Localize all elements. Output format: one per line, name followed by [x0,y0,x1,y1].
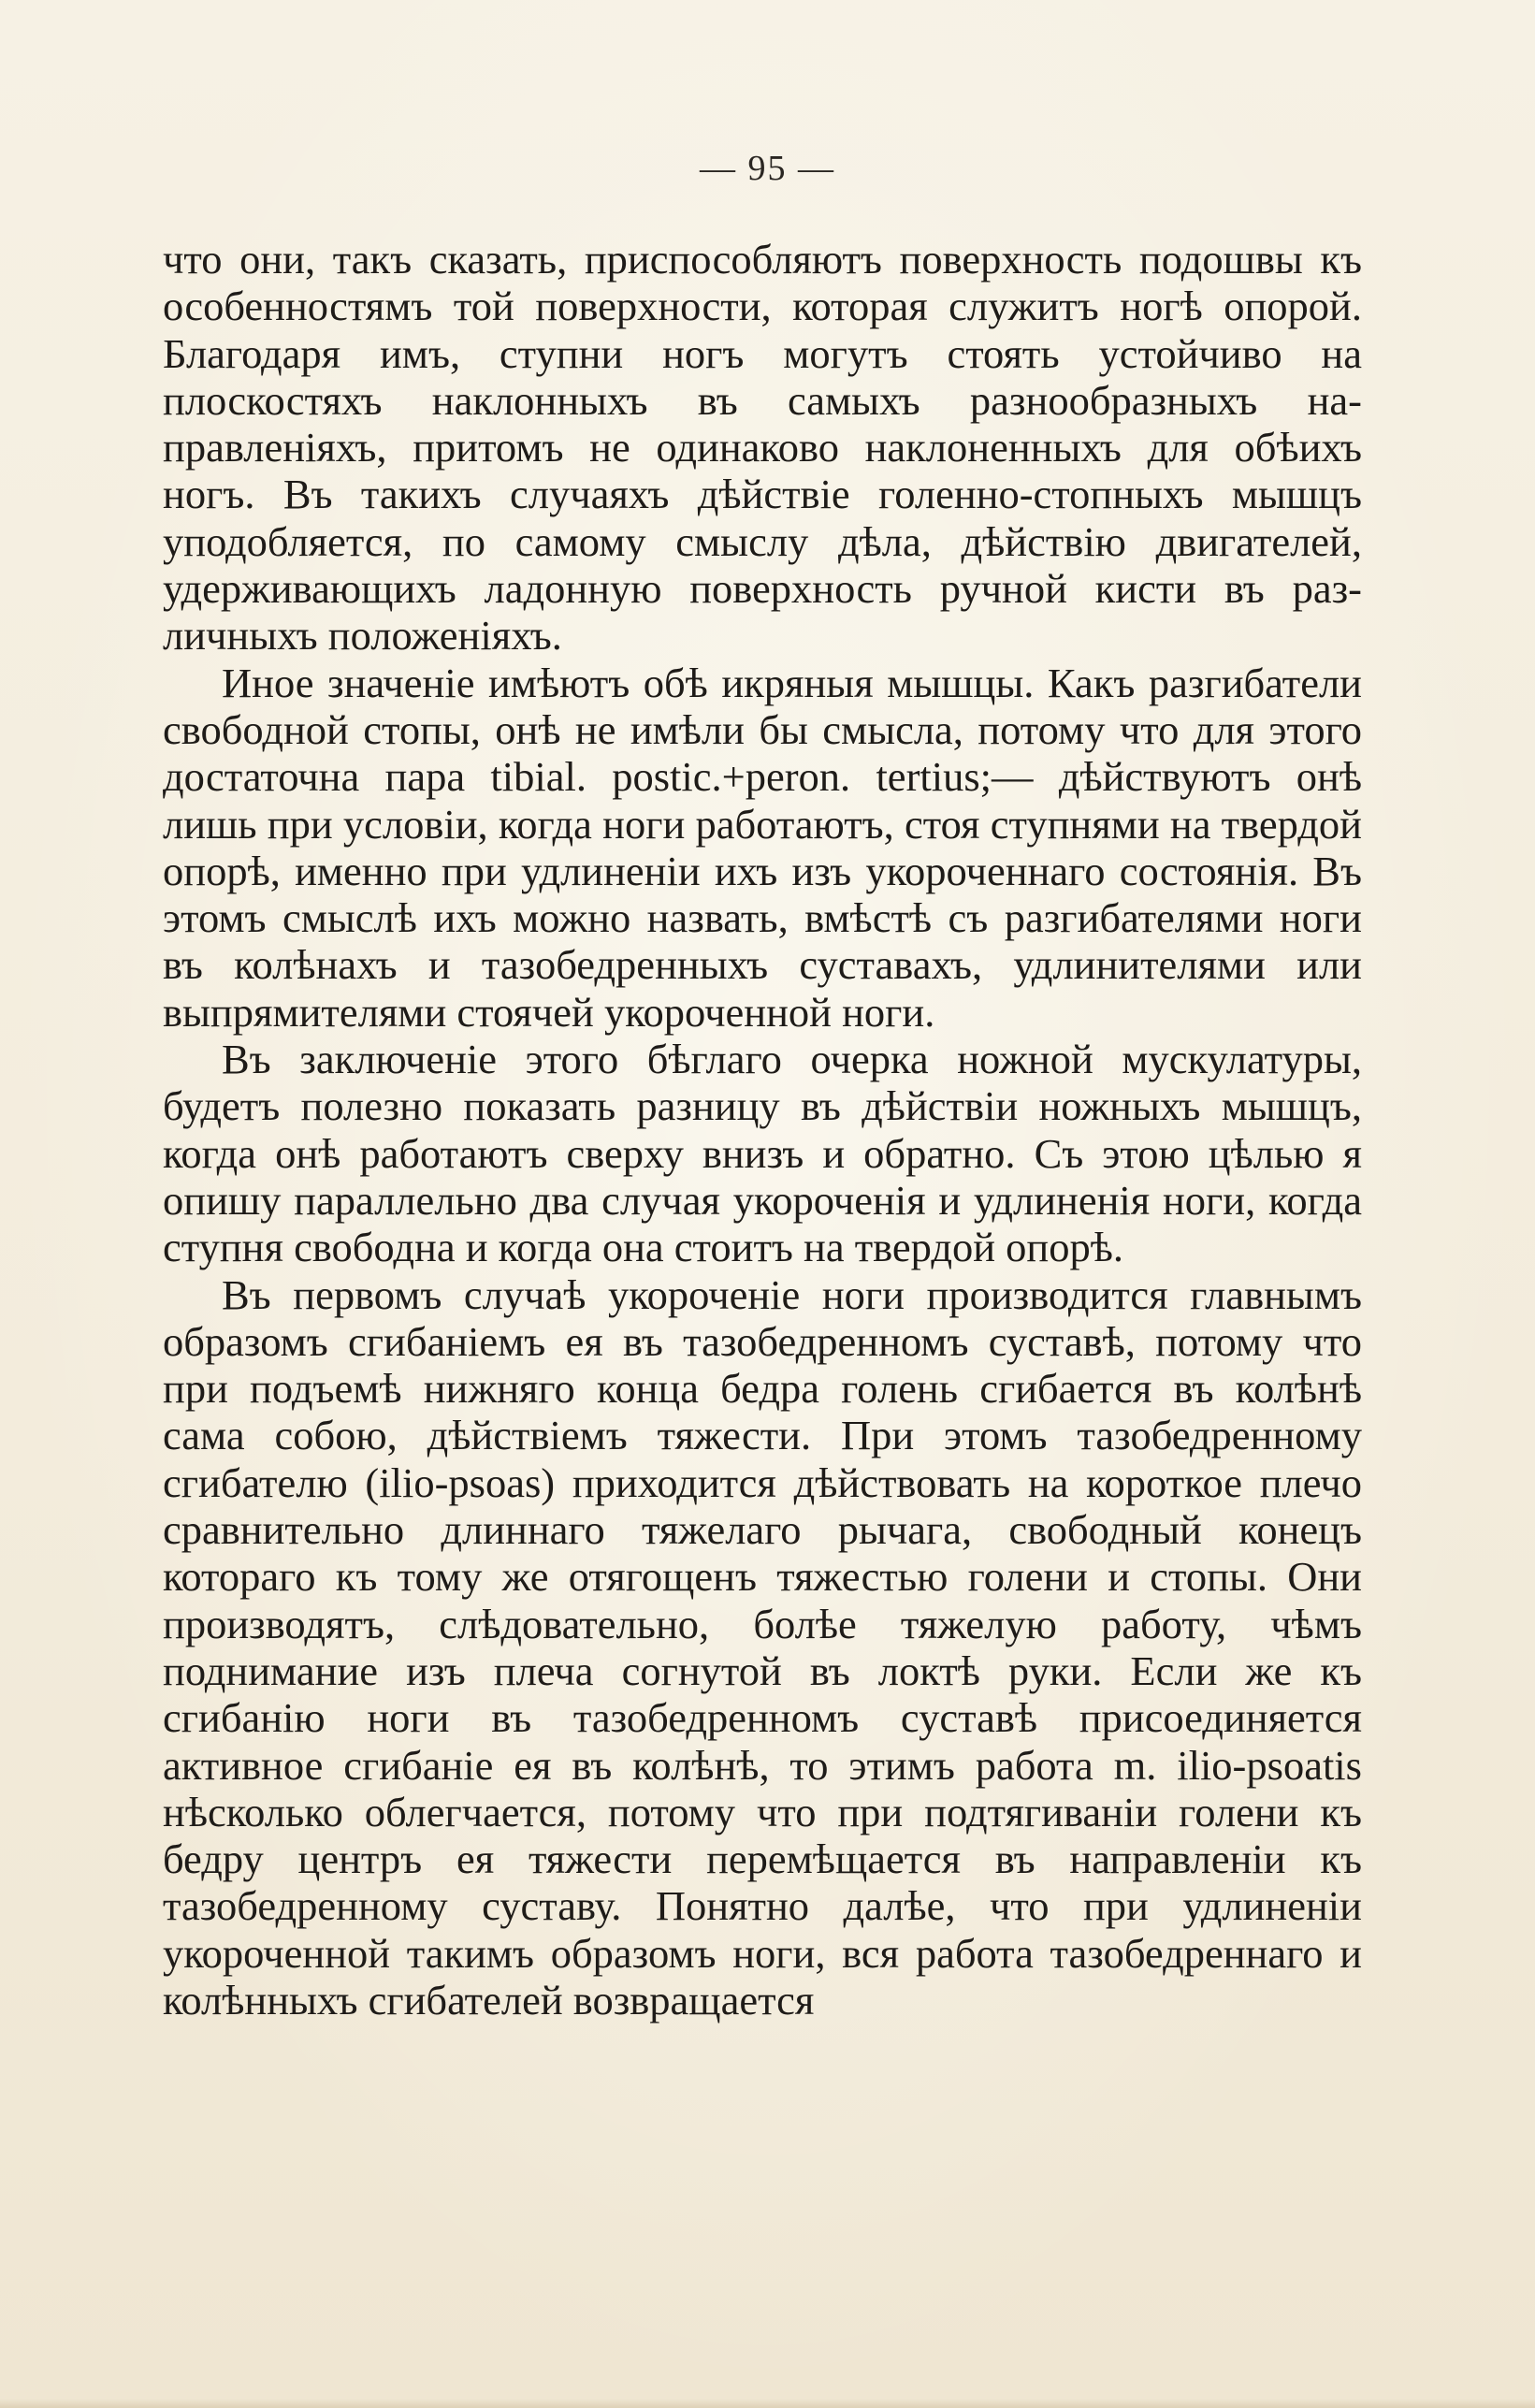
paragraph-first-case: Въ первомъ случаѣ укороченіе ноги производится главнымъ образомъ сгибаніемъ ея въ тазобедренномъ суставѣ, потому что при подъемѣ нижняго конца бедра голень сгибается въ колѣнѣ сама собою, дѣйствіемъ тяжести. При этомъ тазобедренному сгибателю (ilio-psoas) приходится дѣйствовать на короткое плечо сравнительно длиннаго тяжелаго рычага, свободный конецъ котораго къ тому же отягощенъ тяжестью голени и стопы. Они производятъ, слѣдовательно, болѣе тяжелую работу, чѣмъ поднимание изъ плеча согнутой въ локтѣ руки. Если же къ сгибанію ноги въ тазобедренномъ суставѣ присоединяется активное сгибаніе ея въ колѣнѣ, то этимъ работа m. ilio-psoatis нѣсколько облегчается, потому что при подтягиваніи голени къ бедру центръ ея тяжести перемѣщается въ направленіи къ тазобедренному суставу. Понятно далѣе, что при удлиненіи укороченной такимъ образомъ ноги, вся работа тазобедреннаго и колѣнныхъ сгибателей возвращается [163,1270,1362,2024]
page-bottom-edge [0,2399,1535,2408]
page-number: — 95 — [700,149,835,188]
paragraph-conclusion: Въ заключеніе этого бѣглаго очерка ножной мускулатуры, будетъ полезно показать разницу въ дѣйствіи ножныхъ мышцъ, когда онѣ работаютъ сверху внизъ и обратно. Съ этою цѣлью я опишу параллельно два случая укороченія и удлиненія ноги, когда ступня свободна и когда она стоитъ на твердой опорѣ. [163,1036,1362,1271]
body-text [163,236,1362,2024]
paragraph-continuation: что они, такъ сказать, приспособляютъ поверхность подошвы къ особенностямъ той поверхности, которая служитъ ногѣ опорой. Благодаря имъ, ступни ногъ могутъ стоять устойчиво на плоскостяхъ наклонныхъ въ самыхъ разнообразныхъ направленіяхъ, притомъ не одинаково наклоненныхъ для обѣихъ ногъ. Въ такихъ случаяхъ дѣйствіе голенно-стопныхъ мышцъ уподобляется, по самому смыслу дѣла, дѣйствію двигателей, удерживающихъ ладонную поверхность ручной кисти въ различныхъ положеніяхъ. [163,236,1362,660]
paragraph-calf-muscles: Иное значеніе имѣютъ обѣ икряныя мышцы. Какъ разгибатели свободной стопы, онѣ не имѣли бы смысла, потому что для этого достаточна пара tibial. postic.+peron. tertius;— дѣйствуютъ онѣ лишь при условіи, когда ноги работаютъ, стоя ступнями на твердой опорѣ, именно при удлиненіи ихъ изъ укороченнаго состоянія. Въ этомъ смыслѣ ихъ можно назвать, вмѣстѣ съ разгибателями ноги въ колѣнахъ и тазобедренныхъ суставахъ, удлинителями или выпрямителями стоячей укороченной ноги. [163,659,1362,1036]
